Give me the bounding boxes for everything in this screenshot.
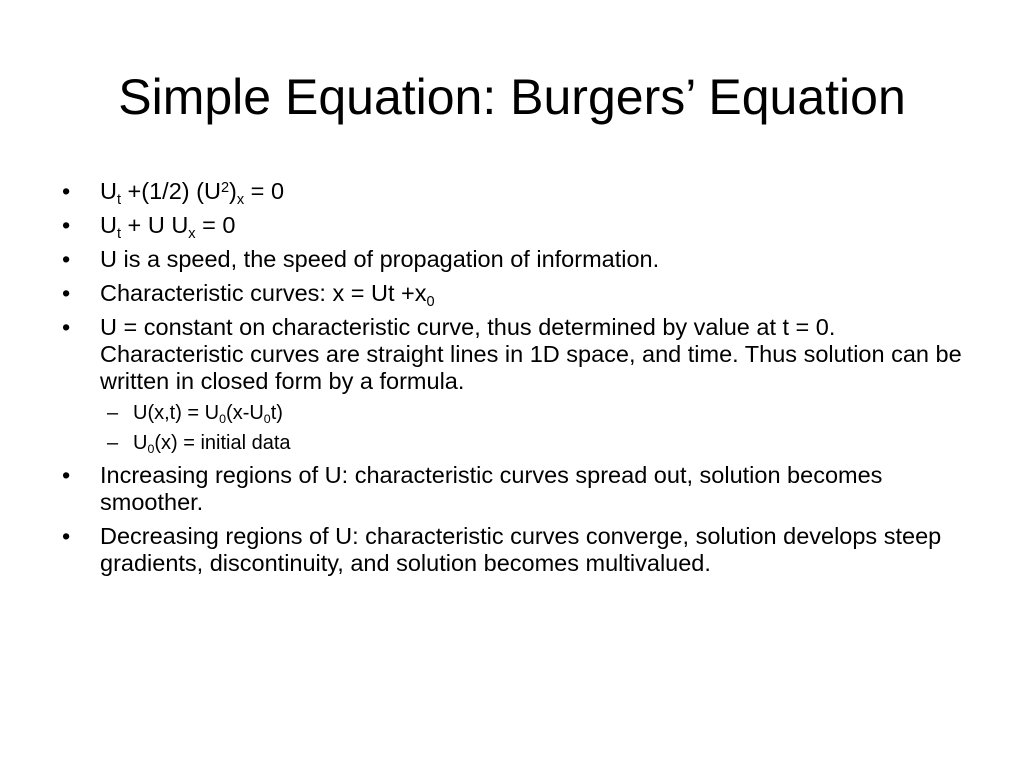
subscript: 0 [263,411,271,426]
bullet-marker: • [62,462,71,488]
bullet-marker: • [62,212,71,238]
subscript: t [116,191,122,208]
slide-body [62,178,967,584]
bullet-text: U = constant on characteristic curve, thus determined by value at t = 0. Characteristic curves are straight lines in 1D space, and time. Thus solution can be written in closed form by a formula. [100,314,962,394]
equation-part: +(1/2) (U [121,178,221,204]
subscript: 0 [147,441,155,456]
equation-part: U(x,t) = U [133,402,220,424]
slide-title: Simple Equation: Burgers’ Equation [118,69,906,125]
equation-part: = 0 [244,178,285,204]
bullet-text: Decreasing regions of U: characteristic curves converge, solution develops steep gradients, discontinuity, and solution becomes multivalued. [100,523,942,576]
subscript: 0 [219,411,227,426]
equation-part: t) [270,402,283,424]
sub-bullet-marker: – [107,402,119,424]
bullet-advective-form [62,212,967,242]
bullet-marker: • [62,314,71,340]
bullet-marker: • [62,178,71,204]
superscript: 2 [220,179,230,196]
equation-part: + U U [121,212,189,238]
bullet-marker: • [62,280,71,306]
equation-part: U [100,178,117,204]
equation-part: U [100,212,117,238]
equation-part: ) [229,178,237,204]
bullet-decreasing-regions [62,523,967,577]
bullet-text: Increasing regions of U: characteristic curves spread out, solution becomes smoother. [100,462,883,515]
bullet-text: U is a speed, the speed of propagation of information. [100,246,660,272]
sub-bullet-solution-formula [62,402,967,425]
bullet-characteristic-curves [62,280,967,310]
subscript: x [236,191,245,208]
equation-part: = 0 [195,212,236,238]
bullet-marker: • [62,246,71,272]
sub-bullet-marker: – [107,432,119,454]
bullet-increasing-regions [62,462,967,516]
bullet-marker: • [62,523,71,549]
subscript: 0 [426,293,435,310]
bullet-conservative-form [62,178,967,208]
bullet-text: Characteristic curves: x = Ut +x [100,280,427,306]
equation-part: (x) = initial data [154,432,291,454]
bullet-constant-on-curve [62,314,967,395]
bullet-speed [62,246,967,273]
subscript: t [116,225,122,242]
sub-bullet-initial-data [62,432,967,455]
equation-part: U [133,432,148,454]
subscript: x [188,225,196,242]
equation-part: (x-U [226,402,264,424]
